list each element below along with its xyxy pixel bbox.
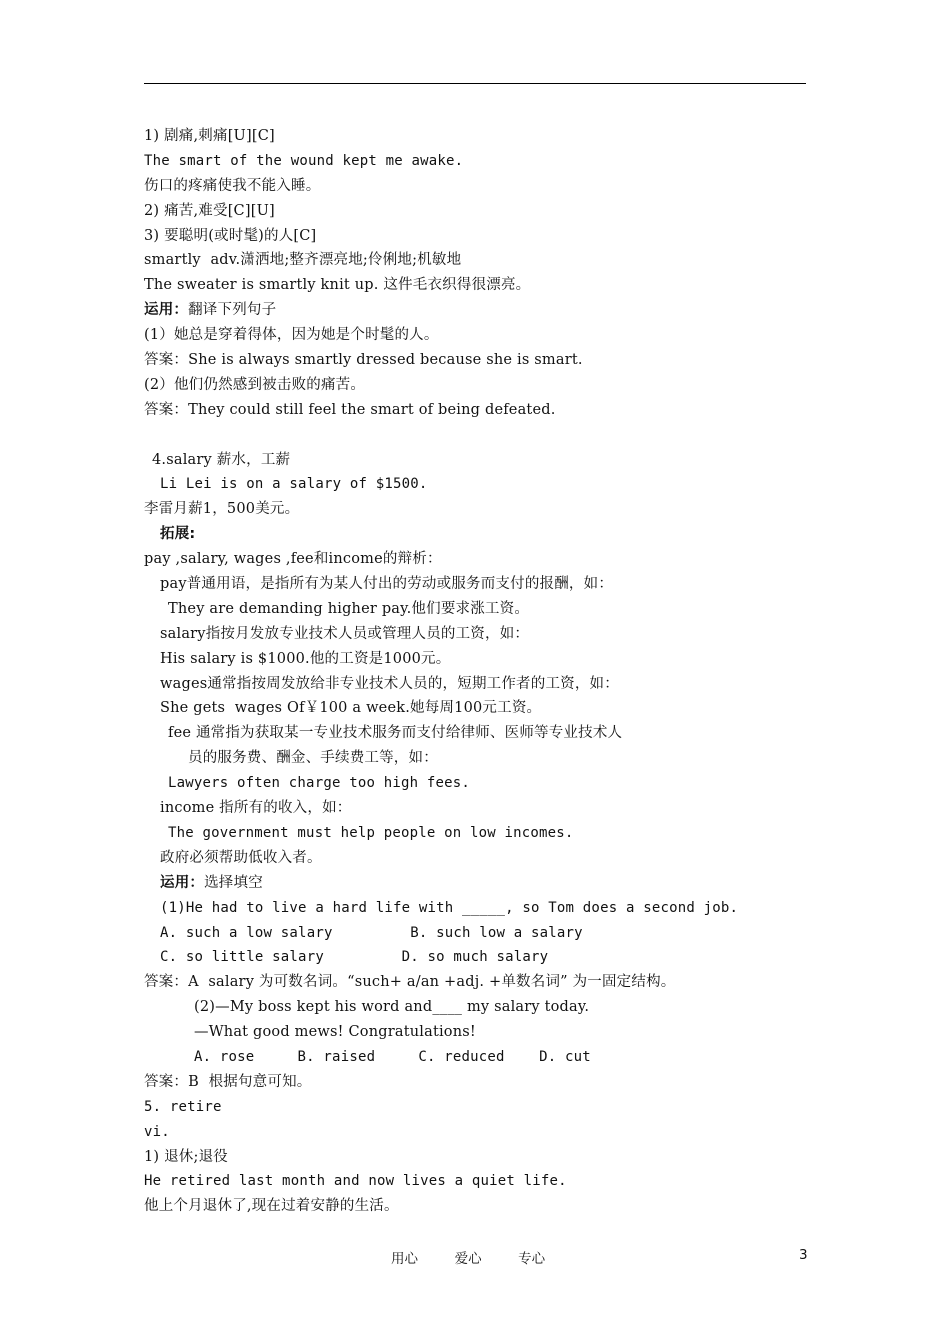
option-line: A. such a low salary B. such low a salary — [160, 924, 583, 941]
section-label: 拓展: — [160, 526, 196, 543]
text-line: pay普通用语，是指所有为某人付出的劳动或服务而支付的报酬，如： — [160, 576, 614, 593]
blank-line — [144, 423, 824, 448]
section-heading: 5. retire — [144, 1098, 222, 1115]
text-line: The government must help people on low incomes. — [168, 824, 574, 841]
text-line: (1）她总是穿着得体，因为她是个时髦的人。 — [144, 327, 439, 344]
text-line: 1) 退休;退役 — [144, 1148, 228, 1165]
option-line: C. so little salary D. so much salary — [160, 949, 549, 966]
section-instruction: 选择填空 — [204, 874, 263, 891]
text-line: He retired last month and now lives a quiet life. — [144, 1173, 567, 1190]
text-line: 2) 痛苦,难受[C][U] — [144, 202, 275, 219]
text-line: 1) 剧痛,刺痛[U][C] — [144, 128, 275, 144]
footer-motto: 用心 爱心 专心 — [391, 1251, 546, 1267]
text-line: Li Lei is on a salary of $1500. — [160, 476, 428, 493]
answer-line: 答案：They could still feel the smart of being defeated. — [144, 401, 556, 418]
text-line: (2）他们仍然感到被击败的痛苦。 — [144, 376, 366, 393]
text-line: wages通常指按周发放给非专业技术人员的，短期工作者的工资，如： — [160, 675, 619, 692]
text-line: salary指按月发放专业技术人员或管理人员的工资，如： — [160, 625, 530, 642]
section-label: 运用： — [160, 874, 205, 891]
section-heading: 4.salary 薪水，工薪 — [152, 451, 291, 468]
question-line: —What good mews! Congratulations! — [194, 1024, 476, 1041]
text-line: 他上个月退休了,现在过着安静的生活。 — [144, 1198, 399, 1215]
question-line: (1)He had to live a hard life with _____, so Tom does a second job. — [160, 899, 739, 916]
answer-line: 答案：A salary 为可数名词。“such+ a/an +adj. +单数名词” 为一固定结构。 — [144, 974, 676, 991]
exercise-heading — [144, 298, 824, 323]
text-line: pay ,salary, wages ,fee和income的辩析： — [144, 551, 442, 568]
text-line: 3) 要聪明(或时髦)的人[C] — [144, 227, 317, 244]
answer-line: 答案：B 根据句意可知。 — [144, 1073, 312, 1090]
text-line: smartly adv.潇洒地;整齐漂亮地;伶俐地;机敏地 — [144, 252, 462, 269]
section-instruction: 翻译下列句子 — [188, 302, 277, 319]
text-line: 李雷月薪1，500美元。 — [144, 501, 300, 518]
text-line: The smart of the wound kept me awake. — [144, 152, 464, 169]
answer-line: 答案：She is always smartly dressed because she is smart. — [144, 352, 583, 369]
text-line: 伤口的疼痛使我不能入睡。 — [144, 177, 321, 194]
text-line: Lawyers often charge too high fees. — [168, 775, 471, 792]
text-line: 政府必须帮助低收入者。 — [160, 849, 322, 866]
text-line: fee 通常指为获取某一专业技术服务而支付给律师、医师等专业技术人 — [168, 725, 623, 742]
text-line: The sweater is smartly knit up. 这件毛衣织得很漂亮。 — [144, 277, 531, 294]
text-line: His salary is $1000.他的工资是1000元。 — [160, 650, 451, 667]
page-footer — [0, 1247, 950, 1267]
document-body — [144, 124, 824, 1219]
text-line: She gets wages Of￥100 a week.她每周100元工资。 — [160, 700, 542, 717]
page-number: 3 — [799, 1247, 808, 1263]
text-line: 员的服务费、酬金、手续费工等，如： — [188, 750, 438, 767]
exercise-heading — [144, 871, 824, 896]
text-line: income 指所有的收入，如： — [160, 800, 352, 817]
question-line: (2)—My boss kept his word and____ my salary today. — [194, 999, 590, 1016]
option-line: A. rose B. raised C. reduced D. cut — [194, 1048, 591, 1065]
header-rule — [144, 83, 806, 84]
text-line: vi. — [144, 1123, 170, 1140]
section-label: 运用： — [144, 302, 189, 319]
text-line: They are demanding higher pay.他们要求涨工资。 — [168, 600, 530, 617]
